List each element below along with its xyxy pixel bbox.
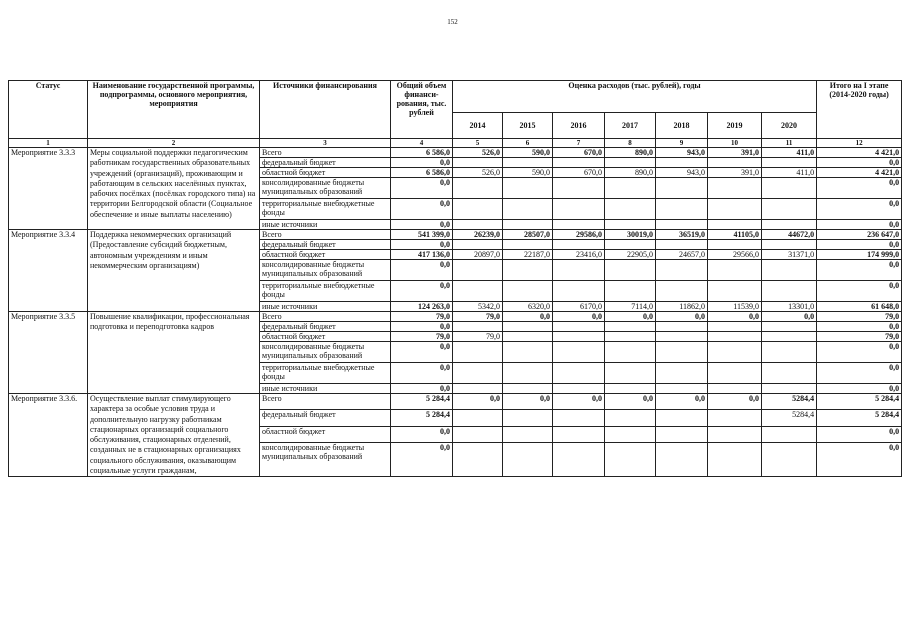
total-cell: 6 586,0 [391,148,453,158]
stage-total-cell: 4 421,0 [817,148,902,158]
year-value-cell [656,281,708,302]
header-year-2015: 2015 [503,113,553,139]
funding-source-cell: Всего [260,394,391,410]
year-value-cell [453,410,503,426]
funding-source-cell: федеральный бюджет [260,240,391,250]
year-value-cell [656,410,708,426]
total-cell: 0,0 [391,199,453,220]
funding-source-cell: Всего [260,312,391,322]
year-value-cell [503,443,553,477]
funding-source-cell: территориальные внебюджетные фонды [260,281,391,302]
year-value-cell [453,426,503,442]
stage-total-cell: 0,0 [817,220,902,230]
total-cell: 0,0 [391,220,453,230]
year-value-cell: 5342,0 [453,302,503,312]
year-value-cell: 411,0 [762,168,817,178]
header-year-2016: 2016 [553,113,605,139]
year-value-cell [453,260,503,281]
header-total: Общий объем финанси-рования, тыс. рублей [391,81,453,139]
header-year-2014: 2014 [453,113,503,139]
year-value-cell: 11862,0 [656,302,708,312]
year-value-cell: 22905,0 [605,250,656,260]
status-cell: Мероприятие 3.3.3 [9,148,88,230]
total-cell: 0,0 [391,240,453,250]
total-cell: 0,0 [391,363,453,384]
table-row [9,312,902,322]
stage-total-cell: 0,0 [817,443,902,477]
measure-name-cell: Повышение квалификации, профессиональная подготовка и переподготовка кадров [88,312,260,394]
column-index-cell: 12 [817,139,902,148]
year-value-cell [503,199,553,220]
year-value-cell [605,199,656,220]
year-value-cell: 23416,0 [553,250,605,260]
column-index-cell: 2 [88,139,260,148]
total-cell: 79,0 [391,312,453,322]
year-value-cell [605,342,656,363]
year-value-cell: 24657,0 [656,250,708,260]
funding-source-cell: федеральный бюджет [260,158,391,168]
year-value-cell [553,410,605,426]
funding-source-cell: Всего [260,230,391,240]
year-value-cell [605,426,656,442]
year-value-cell [453,178,503,199]
year-value-cell: 526,0 [453,148,503,158]
year-value-cell: 0,0 [553,394,605,410]
total-cell: 541 399,0 [391,230,453,240]
year-value-cell [553,240,605,250]
funding-source-cell: иные источники [260,220,391,230]
funding-source-cell: консолидированные бюджеты муниципальных образований [260,178,391,199]
year-value-cell: 526,0 [453,168,503,178]
column-index-cell: 6 [503,139,553,148]
year-value-cell [605,443,656,477]
year-value-cell: 0,0 [605,394,656,410]
year-value-cell [503,158,553,168]
stage-total-cell: 5 284,4 [817,394,902,410]
year-value-cell [503,281,553,302]
year-value-cell [762,281,817,302]
year-value-cell: 0,0 [708,312,762,322]
year-value-cell [503,363,553,384]
year-value-cell: 13301,0 [762,302,817,312]
total-cell: 0,0 [391,342,453,363]
funding-source-cell: территориальные внебюджетные фонды [260,199,391,220]
funding-source-cell: федеральный бюджет [260,410,391,426]
year-value-cell: 31371,0 [762,250,817,260]
stage-total-cell: 0,0 [817,199,902,220]
year-value-cell [656,384,708,394]
column-index-cell: 3 [260,139,391,148]
stage-total-cell: 0,0 [817,426,902,442]
year-value-cell [553,178,605,199]
year-value-cell [503,426,553,442]
year-value-cell: 6320,0 [503,302,553,312]
year-value-cell: 6170,0 [553,302,605,312]
year-value-cell: 391,0 [708,168,762,178]
year-value-cell [553,384,605,394]
measure-name-cell: Меры социальной поддержки педагогическим работникам государственных образовательных учреждений (организаций), проживающим и работающим в сельских населённых пунктах, рабочих посёлках (посёлках городского типа) на территории Белгородской области (Социальное обеспечение и иные выплаты населению) [88,148,260,230]
year-value-cell [762,332,817,342]
year-value-cell [708,199,762,220]
stage-total-cell: 0,0 [817,342,902,363]
year-value-cell [762,158,817,168]
table-row [9,230,902,240]
year-value-cell [708,342,762,363]
stage-total-cell: 0,0 [817,240,902,250]
total-cell: 0,0 [391,281,453,302]
total-cell: 79,0 [391,332,453,342]
year-value-cell: 0,0 [708,394,762,410]
year-value-cell: 36519,0 [656,230,708,240]
year-value-cell [762,178,817,199]
year-value-cell [553,260,605,281]
year-value-cell [453,384,503,394]
header-year-2017: 2017 [605,113,656,139]
header-name: Наименование государственной программы, подпрограммы, основного мероприятия, мероприятия [88,81,260,139]
year-value-cell [553,199,605,220]
year-value-cell: 943,0 [656,168,708,178]
header-year-2020: 2020 [762,113,817,139]
year-value-cell [708,322,762,332]
year-value-cell [453,199,503,220]
year-value-cell [656,178,708,199]
total-cell: 124 263,0 [391,302,453,312]
total-cell: 0,0 [391,158,453,168]
year-value-cell: 890,0 [605,168,656,178]
funding-source-cell: территориальные внебюджетные фонды [260,363,391,384]
measure-name-cell: Осуществление выплат стимулирующего характера за особые условия труда и дополнительную нагрузку работникам стационарных организаций социального обслуживания, стационарных отделений, созданных не в стационарных организациях социального обслуживания, оказывающим социальные услуги гражданам, [88,394,260,477]
year-value-cell [656,158,708,168]
column-index-cell: 4 [391,139,453,148]
year-value-cell [553,332,605,342]
funding-source-cell: консолидированные бюджеты муниципальных образований [260,260,391,281]
year-value-cell [708,363,762,384]
total-cell: 417 136,0 [391,250,453,260]
column-index-row [9,139,902,148]
year-value-cell: 0,0 [656,312,708,322]
status-cell: Мероприятие 3.3.4 [9,230,88,312]
year-value-cell: 0,0 [503,394,553,410]
header-status: Статус [9,81,88,139]
year-value-cell: 943,0 [656,148,708,158]
header-stage-total: Итого на I этапе (2014-2020 годы) [817,81,902,139]
year-value-cell [656,426,708,442]
year-value-cell: 29586,0 [553,230,605,240]
year-value-cell: 590,0 [503,168,553,178]
year-value-cell: 0,0 [453,394,503,410]
stage-total-cell: 0,0 [817,384,902,394]
year-value-cell: 11539,0 [708,302,762,312]
column-index-cell: 1 [9,139,88,148]
year-value-cell [553,281,605,302]
year-value-cell [656,220,708,230]
funding-source-cell: иные источники [260,302,391,312]
funding-source-cell: областной бюджет [260,168,391,178]
year-value-cell [553,426,605,442]
year-value-cell [762,342,817,363]
year-value-cell [605,322,656,332]
header-source: Источники финансирования [260,81,391,139]
year-value-cell [605,240,656,250]
year-value-cell: 0,0 [605,312,656,322]
stage-total-cell: 236 647,0 [817,230,902,240]
year-value-cell: 79,0 [453,312,503,322]
stage-total-cell: 0,0 [817,260,902,281]
total-cell: 5 284,4 [391,410,453,426]
total-cell: 6 586,0 [391,168,453,178]
stage-total-cell: 5 284,4 [817,410,902,426]
column-index-cell: 9 [656,139,708,148]
total-cell: 0,0 [391,443,453,477]
year-value-cell [656,199,708,220]
year-value-cell: 5284,4 [762,394,817,410]
year-value-cell [708,240,762,250]
stage-total-cell: 61 648,0 [817,302,902,312]
year-value-cell [453,342,503,363]
year-value-cell: 7114,0 [605,302,656,312]
year-value-cell [605,158,656,168]
total-cell: 0,0 [391,426,453,442]
total-cell: 0,0 [391,260,453,281]
year-value-cell: 0,0 [553,312,605,322]
funding-source-cell: Всего [260,148,391,158]
total-cell: 0,0 [391,322,453,332]
measure-name-cell: Поддержка некоммерческих организаций (Предоставление субсидий бюджетным, автономным учреждениям и иным некоммерческим организациям) [88,230,260,312]
funding-source-cell: федеральный бюджет [260,322,391,332]
status-cell: Мероприятие 3.3.6. [9,394,88,477]
year-value-cell [762,426,817,442]
year-value-cell [708,443,762,477]
total-cell: 0,0 [391,178,453,199]
year-value-cell [605,384,656,394]
year-value-cell: 29566,0 [708,250,762,260]
year-value-cell [453,443,503,477]
year-value-cell [762,384,817,394]
year-value-cell [656,342,708,363]
year-value-cell [708,178,762,199]
year-value-cell: 30019,0 [605,230,656,240]
year-value-cell [708,220,762,230]
status-cell: Мероприятие 3.3.5 [9,312,88,394]
total-cell: 5 284,4 [391,394,453,410]
stage-total-cell: 0,0 [817,281,902,302]
year-value-cell [762,322,817,332]
header-year-2019: 2019 [708,113,762,139]
column-index-cell: 7 [553,139,605,148]
year-value-cell [605,178,656,199]
year-value-cell: 22187,0 [503,250,553,260]
year-value-cell [656,363,708,384]
stage-total-cell: 0,0 [817,158,902,168]
year-value-cell [553,158,605,168]
year-value-cell [605,332,656,342]
funding-source-cell: областной бюджет [260,250,391,260]
year-value-cell [708,410,762,426]
year-value-cell [553,443,605,477]
year-value-cell [453,322,503,332]
header-estimate: Оценка расходов (тыс. рублей), годы [453,81,817,113]
year-value-cell: 670,0 [553,148,605,158]
year-value-cell [762,220,817,230]
year-value-cell [605,281,656,302]
year-value-cell [503,342,553,363]
year-value-cell [503,220,553,230]
year-value-cell [708,158,762,168]
year-value-cell [656,443,708,477]
header-year-2018: 2018 [656,113,708,139]
year-value-cell: 670,0 [553,168,605,178]
year-value-cell [605,410,656,426]
year-value-cell [453,220,503,230]
year-value-cell [708,384,762,394]
year-value-cell [503,384,553,394]
year-value-cell: 0,0 [503,312,553,322]
year-value-cell [453,363,503,384]
year-value-cell [503,240,553,250]
year-value-cell: 26239,0 [453,230,503,240]
year-value-cell: 0,0 [762,312,817,322]
funding-source-cell: иные источники [260,384,391,394]
column-index-cell: 10 [708,139,762,148]
funding-source-cell: консолидированные бюджеты муниципальных образований [260,443,391,477]
year-value-cell [605,363,656,384]
year-value-cell: 28507,0 [503,230,553,240]
page-number: 152 [447,18,458,26]
year-value-cell [656,240,708,250]
table-row [9,394,902,410]
year-value-cell: 79,0 [453,332,503,342]
year-value-cell [708,260,762,281]
year-value-cell [605,260,656,281]
year-value-cell [503,178,553,199]
year-value-cell [762,260,817,281]
year-value-cell [708,332,762,342]
stage-total-cell: 0,0 [817,178,902,199]
year-value-cell [453,240,503,250]
financing-table [8,80,902,477]
total-cell: 0,0 [391,384,453,394]
year-value-cell [553,342,605,363]
stage-total-cell: 4 421,0 [817,168,902,178]
year-value-cell [656,332,708,342]
year-value-cell [503,322,553,332]
year-value-cell [453,281,503,302]
year-value-cell: 391,0 [708,148,762,158]
stage-total-cell: 0,0 [817,322,902,332]
funding-source-cell: консолидированные бюджеты муниципальных образований [260,342,391,363]
column-index-cell: 5 [453,139,503,148]
year-value-cell: 411,0 [762,148,817,158]
year-value-cell: 20897,0 [453,250,503,260]
year-value-cell [503,332,553,342]
table-row [9,148,902,158]
funding-source-cell: областной бюджет [260,426,391,442]
year-value-cell: 5284,4 [762,410,817,426]
year-value-cell [762,240,817,250]
column-index-cell: 8 [605,139,656,148]
year-value-cell [453,158,503,168]
year-value-cell [656,322,708,332]
year-value-cell: 890,0 [605,148,656,158]
year-value-cell [503,410,553,426]
year-value-cell [708,426,762,442]
year-value-cell [503,260,553,281]
year-value-cell [553,220,605,230]
funding-source-cell: областной бюджет [260,332,391,342]
year-value-cell [762,363,817,384]
column-index-cell: 11 [762,139,817,148]
year-value-cell [553,322,605,332]
year-value-cell: 0,0 [656,394,708,410]
year-value-cell: 44672,0 [762,230,817,240]
stage-total-cell: 79,0 [817,332,902,342]
year-value-cell [605,220,656,230]
year-value-cell [553,363,605,384]
year-value-cell [656,260,708,281]
stage-total-cell: 0,0 [817,363,902,384]
year-value-cell [762,199,817,220]
stage-total-cell: 174 999,0 [817,250,902,260]
year-value-cell [708,281,762,302]
year-value-cell [762,443,817,477]
year-value-cell: 590,0 [503,148,553,158]
year-value-cell: 41105,0 [708,230,762,240]
stage-total-cell: 79,0 [817,312,902,322]
